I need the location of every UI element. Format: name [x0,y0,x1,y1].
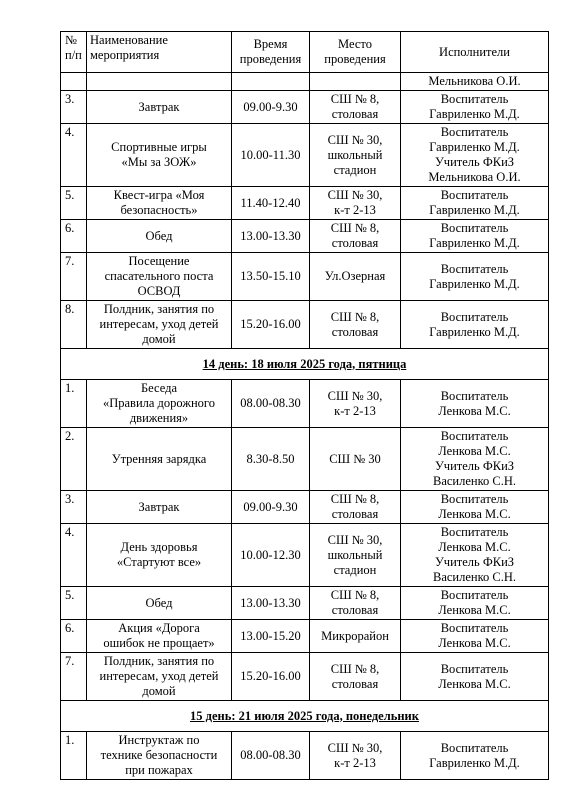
event-name: Беседа «Правила дорожного движения» [87,380,232,428]
event-time: 10.00-11.30 [232,124,310,187]
table-row [61,380,549,428]
event-place: Микрорайон [310,620,401,653]
event-place [310,73,401,91]
table-row [61,124,549,187]
row-number: 1. [61,732,87,780]
table-row [61,187,549,220]
row-number: 2. [61,428,87,491]
event-time: 13.00-15.20 [232,620,310,653]
event-name: Квест-игра «Моя безопасность» [87,187,232,220]
header-performers: Исполнители [401,32,549,73]
event-performers: Воспитатель Ленкова М.С. [401,653,549,701]
event-place: СШ № 30, школьный стадион [310,524,401,587]
row-number [61,73,87,91]
event-performers: Воспитатель Ленкова М.С. Учитель ФКиЗ Василенко С.Н. [401,428,549,491]
table-row [61,428,549,491]
table-header-row [61,32,549,73]
table-row [61,73,549,91]
event-time: 11.40-12.40 [232,187,310,220]
event-place: СШ № 8, столовая [310,491,401,524]
event-performers: Воспитатель Ленкова М.С. [401,587,549,620]
event-place: Ул.Озерная [310,253,401,301]
row-number: 1. [61,380,87,428]
event-place: СШ № 30, к-т 2-13 [310,732,401,780]
event-name [87,73,232,91]
header-number: № п/п [61,32,87,73]
header-place: Место проведения [310,32,401,73]
event-time: 10.00-12.30 [232,524,310,587]
header-time: Время проведения [232,32,310,73]
event-time: 13.50-15.10 [232,253,310,301]
event-time: 09.00-9.30 [232,91,310,124]
event-name: Спортивные игры «Мы за ЗОЖ» [87,124,232,187]
event-name: Обед [87,587,232,620]
event-time: 08.00-08.30 [232,380,310,428]
event-performers: Воспитатель Гавриленко М.Д. [401,220,549,253]
event-performers: Воспитатель Ленкова М.С. [401,620,549,653]
table-row [61,587,549,620]
row-number: 4. [61,524,87,587]
table-row [61,253,549,301]
event-time: 13.00-13.30 [232,220,310,253]
row-number: 8. [61,301,87,349]
event-performers: Воспитатель Ленкова М.С. [401,491,549,524]
event-time: 09.00-9.30 [232,491,310,524]
event-place: СШ № 8, столовая [310,653,401,701]
event-place: СШ № 8, столовая [310,91,401,124]
row-number: 4. [61,124,87,187]
table-row [61,301,549,349]
row-number: 6. [61,620,87,653]
event-name: Полдник, занятия по интересам, уход детей домой [87,301,232,349]
event-time: 13.00-13.30 [232,587,310,620]
event-place: СШ № 30, к-т 2-13 [310,187,401,220]
event-name: Посещение спасательного поста ОСВОД [87,253,232,301]
event-time: 8.30-8.50 [232,428,310,491]
row-number: 5. [61,187,87,220]
header-event-name: Наименование мероприятия [87,32,232,73]
table-row [61,653,549,701]
event-place: СШ № 30, к-т 2-13 [310,380,401,428]
event-time: 08.00-08.30 [232,732,310,780]
event-performers: Воспитатель Ленкова М.С. Учитель ФКиЗ Василенко С.Н. [401,524,549,587]
row-number: 7. [61,253,87,301]
day-title: 15 день: 21 июля 2025 года, понедельник [61,701,549,732]
row-number: 6. [61,220,87,253]
event-name: Утренняя зарядка [87,428,232,491]
event-place: СШ № 8, столовая [310,301,401,349]
event-time: 15.20-16.00 [232,653,310,701]
event-place: СШ № 30, школьный стадион [310,124,401,187]
event-performers: Мельникова О.И. [401,73,549,91]
event-place: СШ № 30 [310,428,401,491]
table-row [61,220,549,253]
event-name: Инструктаж по технике безопасности при пожарах [87,732,232,780]
schedule-table [60,31,549,780]
event-performers: Воспитатель Ленкова М.С. [401,380,549,428]
day-header-row [61,349,549,380]
event-performers: Воспитатель Гавриленко М.Д. [401,187,549,220]
event-name: Обед [87,220,232,253]
event-performers: Воспитатель Гавриленко М.Д. [401,91,549,124]
event-time [232,73,310,91]
event-place: СШ № 8, столовая [310,587,401,620]
event-performers: Воспитатель Гавриленко М.Д. [401,253,549,301]
day-title: 14 день: 18 июля 2025 года, пятница [61,349,549,380]
row-number: 3. [61,491,87,524]
event-performers: Воспитатель Гавриленко М.Д. [401,301,549,349]
table-row [61,91,549,124]
event-name: День здоровья «Стартуют все» [87,524,232,587]
event-name: Завтрак [87,91,232,124]
event-time: 15.20-16.00 [232,301,310,349]
table-row [61,620,549,653]
row-number: 5. [61,587,87,620]
event-place: СШ № 8, столовая [310,220,401,253]
row-number: 7. [61,653,87,701]
table-row [61,491,549,524]
day-header-row [61,701,549,732]
event-performers: Воспитатель Гавриленко М.Д. Учитель ФКиЗ Мельникова О.И. [401,124,549,187]
event-performers: Воспитатель Гавриленко М.Д. [401,732,549,780]
row-number: 3. [61,91,87,124]
table-row [61,732,549,780]
event-name: Акция «Дорога ошибок не прощает» [87,620,232,653]
event-name: Полдник, занятия по интересам, уход детей домой [87,653,232,701]
table-row [61,524,549,587]
event-name: Завтрак [87,491,232,524]
